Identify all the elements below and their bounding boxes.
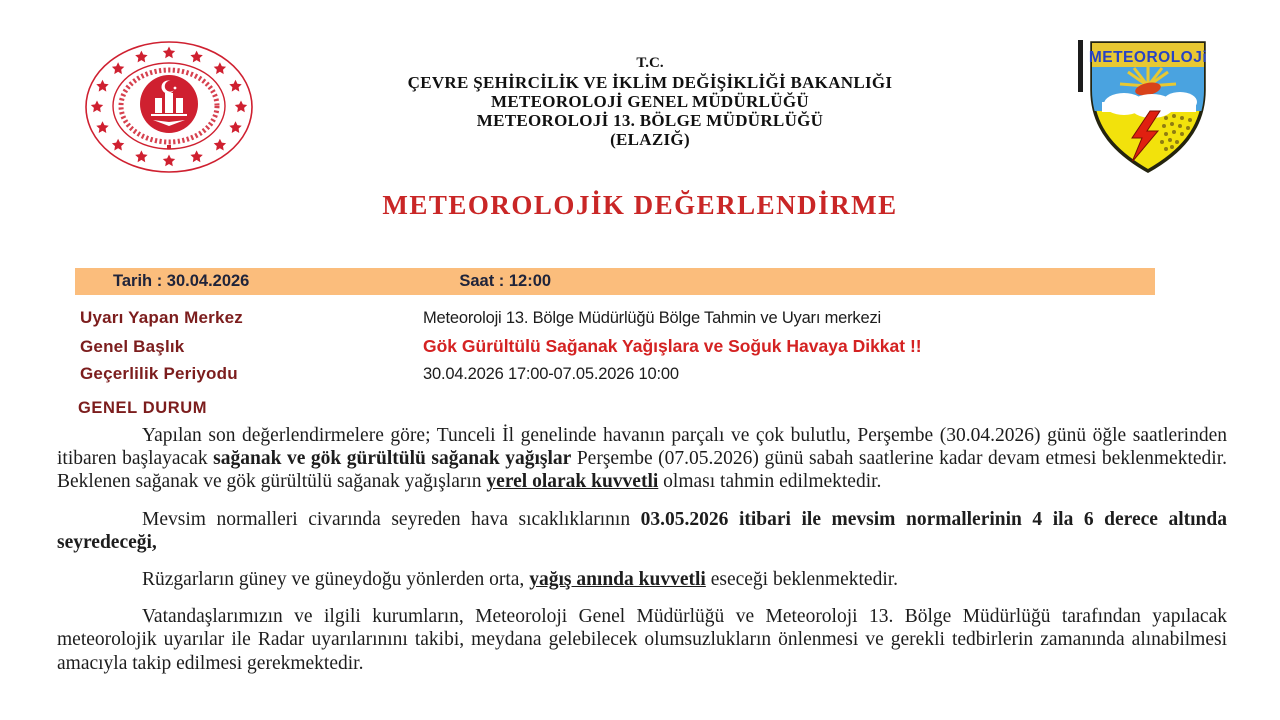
letterhead-line: ÇEVRE ŞEHİRCİLİK VE İKLİM DEĞİŞİKLİĞİ BAKANLIĞI: [407, 73, 893, 92]
section-heading: GENEL DURUM: [78, 399, 208, 417]
letterhead-line: METEOROLOJİ GENEL MÜDÜRLÜĞÜ: [491, 92, 809, 111]
meteoroloji-shield-icon: [1076, 34, 1218, 176]
paragraph: Vatandaşlarımızın ve ilgili kurumların, Meteoroloji Genel Müdürlüğü ve Meteoroloji 13. Bölge Müdürlüğü tarafından yapılacak meteorolojik uyarılar ile Radar uyarılarınını takibi, meydana gelebilecek olumsuzlukların önlenmesi ve gerekli tedbirlerin zamanında alınabilmesi amacıyla takip edilmesi gerekmektedir.: [57, 606, 1227, 674]
field-value: 30.04.2026 17:00-07.05.2026 10:00: [423, 365, 679, 383]
letterhead-line: (ELAZIĞ): [610, 130, 690, 149]
paragraph: Yapılan son değerlendirmelere göre; Tunceli İl genelinde havanın parçalı ve çok bulutlu, Perşembe (30.04.2026) günü öğle saatlerinden itibaren başlayacak sağanak ve gök gürültülü sağanak yağışlar Perşembe (07.05.2026) günü sabah saatlerine kadar devam etmesi beklenmektedir. Beklenen sağanak ve gök gürültülü sağanak yağışların yerel olarak kuvvetli olması tahmin edilmektedir.: [57, 425, 1227, 493]
ministry-seal-icon: [84, 40, 254, 176]
field-label: Genel Başlık: [80, 337, 185, 356]
field-value: Meteoroloji 13. Bölge Müdürlüğü Bölge Tahmin ve Uyarı merkezi: [423, 309, 881, 327]
warning-fields: [80, 308, 1210, 392]
page-title: METEOROLOJİK DEĞERLENDİRME: [382, 190, 898, 220]
letterhead-line: T.C.: [636, 55, 664, 71]
assessment-body: [57, 424, 1227, 675]
field-row-gecerlilik-periyodu: [80, 364, 1210, 384]
letterhead-line: METEOROLOJİ 13. BÖLGE MÜDÜRLÜĞÜ: [476, 111, 824, 130]
date-time-bar: [75, 268, 1155, 295]
paragraph: Mevsim normalleri civarında seyreden hava sıcaklıklarının 03.05.2026 itibari ile mevsim normallerinin 4 ila 6 derece altında seyredeceği,: [57, 508, 1227, 553]
field-label: Geçerlilik Periyodu: [80, 364, 238, 383]
field-value-alert: Gök Gürültülü Sağanak Yağışlara ve Soğuk Havaya Dikkat !!: [423, 336, 922, 356]
field-row-uyari-yapan-merkez: [80, 308, 1210, 328]
letterhead: [290, 54, 1010, 149]
field-label: Uyarı Yapan Merkez: [80, 308, 243, 327]
field-row-genel-baslik: [80, 336, 1210, 356]
tarih-value: Tarih : 30.04.2026: [113, 272, 250, 290]
shield-wordmark: METEOROLOJi: [1088, 49, 1208, 66]
paragraph: Rüzgarların güney ve güneydoğu yönlerden orta, yağış anında kuvvetli eseceği beklenmektedir.: [142, 569, 899, 591]
ministry-seal-logo: [84, 40, 254, 176]
meteoroloji-shield-logo: [1076, 34, 1218, 176]
saat-value: Saat : 12:00: [459, 272, 552, 290]
scan-artifact-bar: [1078, 40, 1083, 92]
